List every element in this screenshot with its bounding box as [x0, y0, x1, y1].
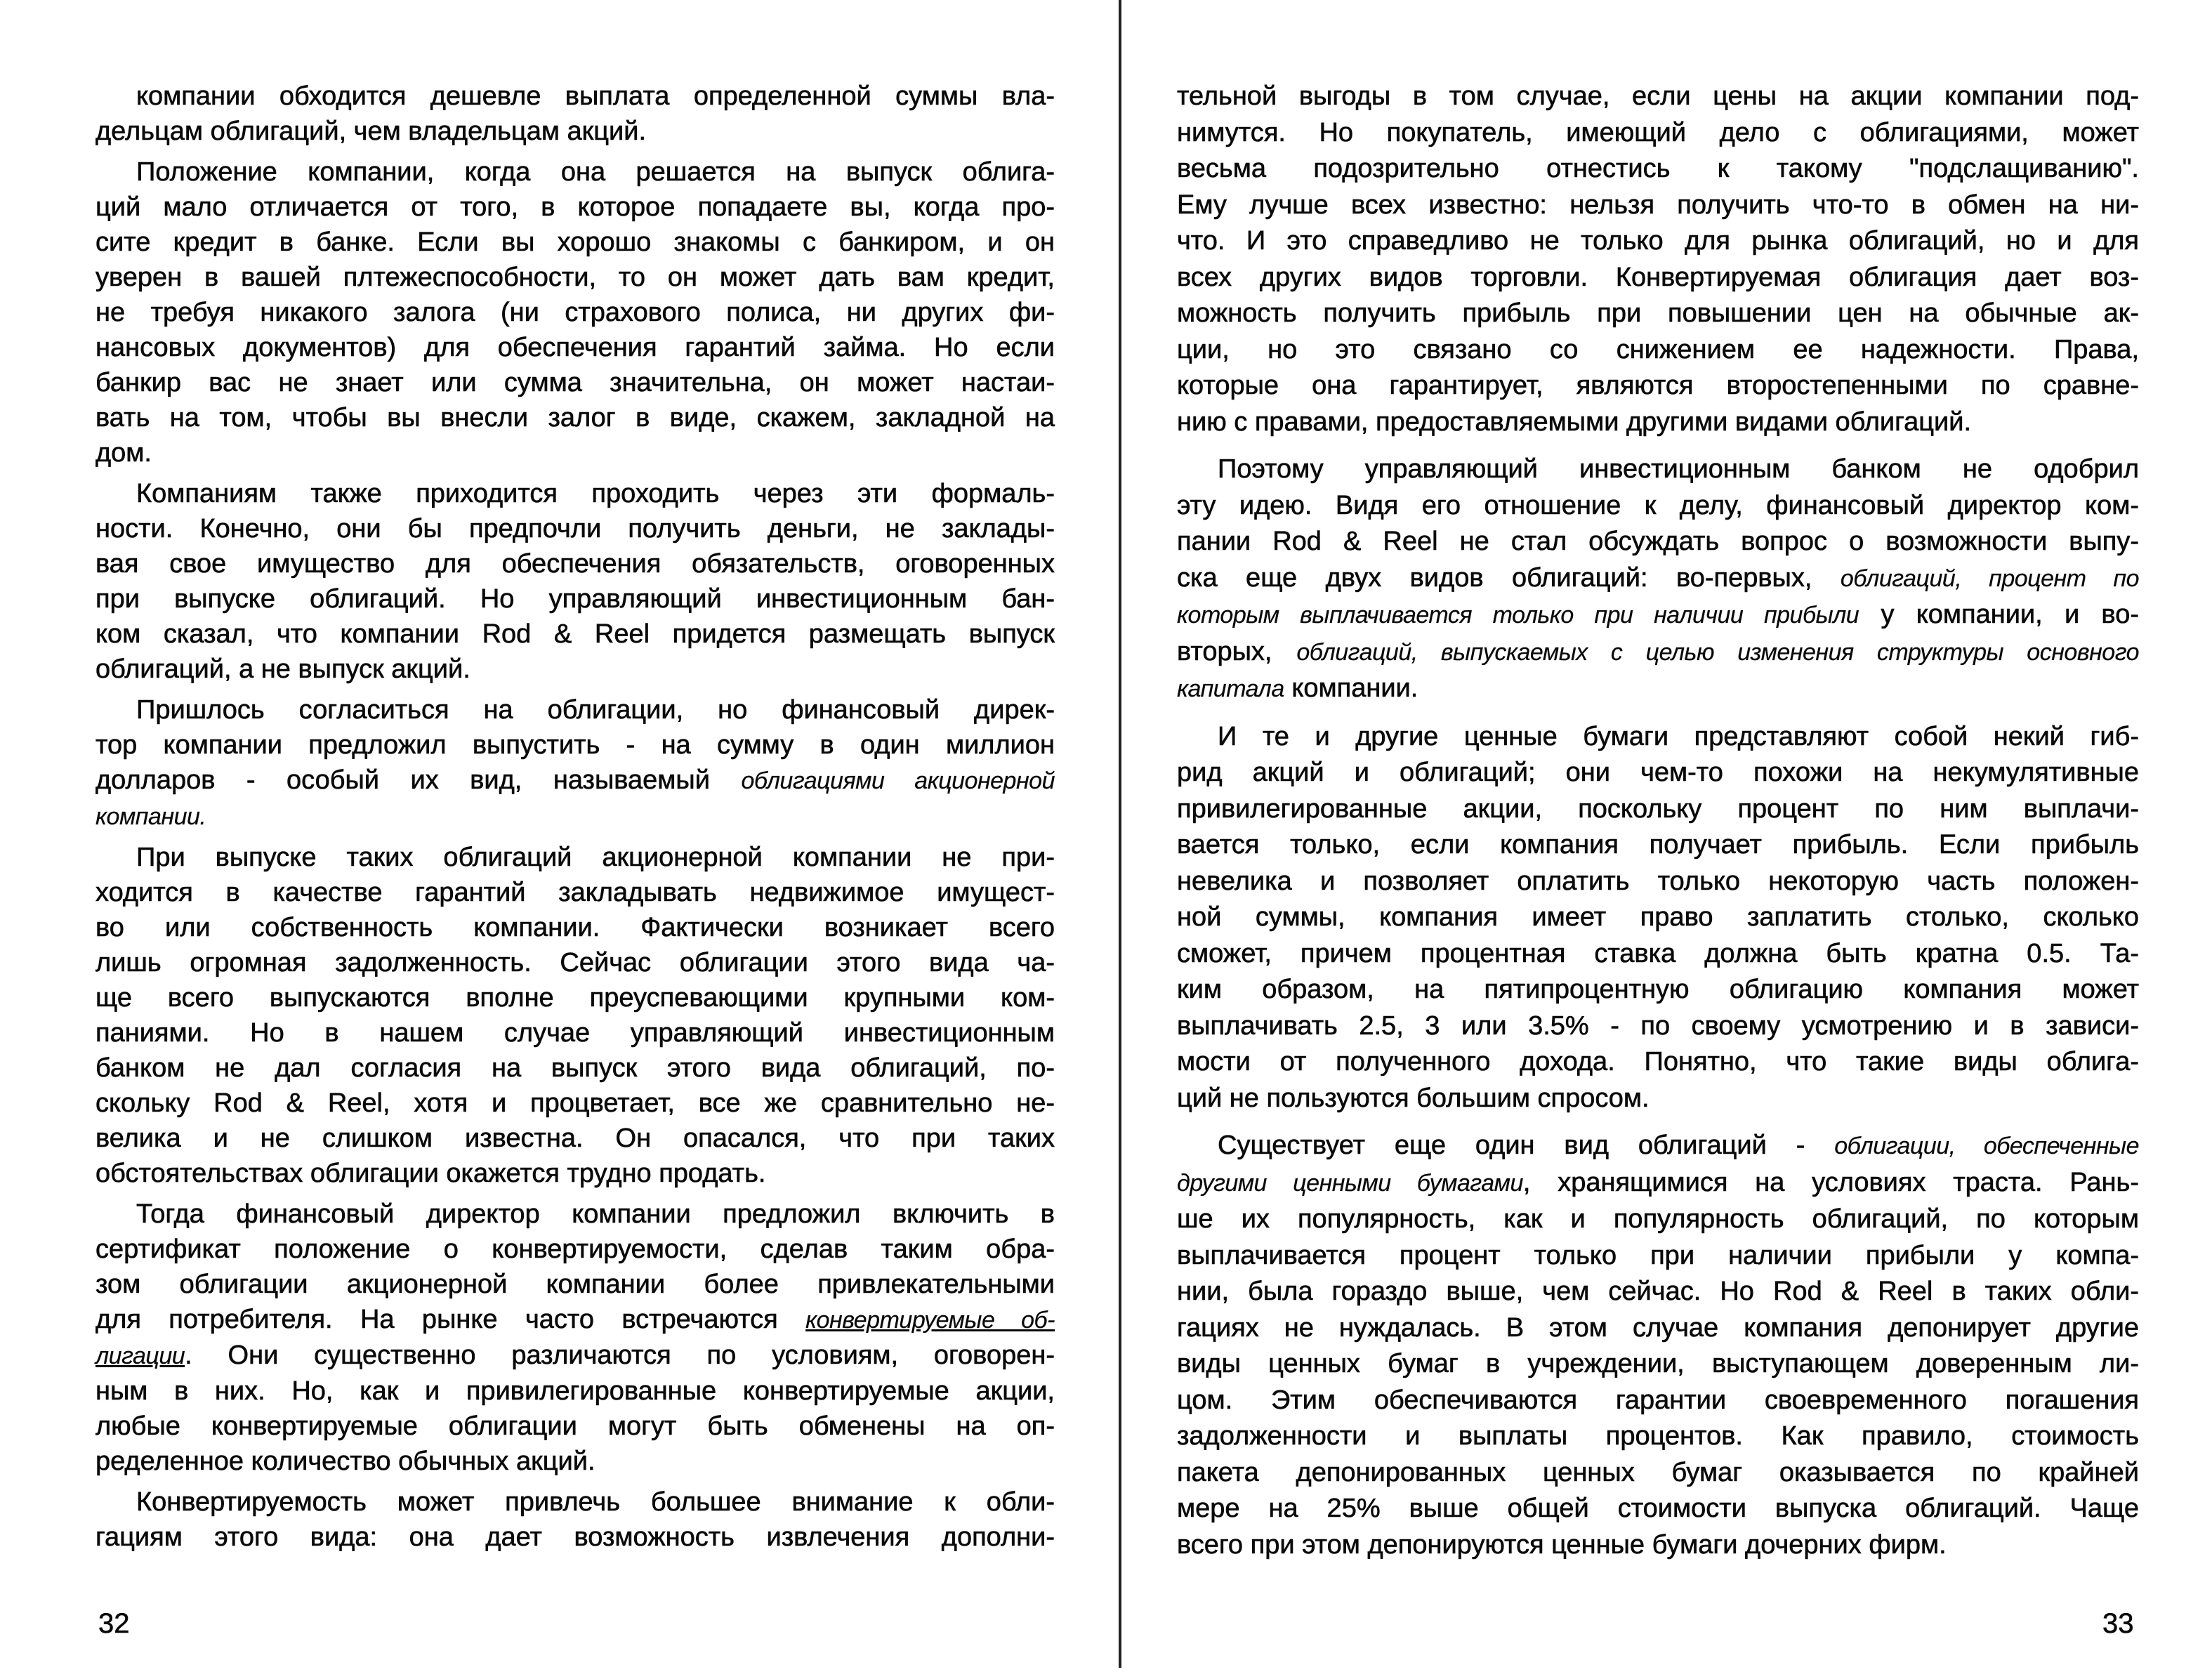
text-line: ции, но это связано со снижением ее надежности. Права, [1177, 334, 2139, 364]
text-segment: компании. [1284, 673, 1418, 703]
text-line: всего при этом депонируются ценные бумаги дочерних фирм. [1177, 1529, 1947, 1560]
text-line: Положение компании, когда она решается на выпуск облига- [136, 157, 1055, 187]
text-line [96, 798, 1055, 834]
text-line: привилегированные акции, поскольку процент по ним выплачи- [1177, 794, 2139, 824]
text-line: ной суммы, компания имеет право заплатить столько, сколько [1177, 902, 2139, 932]
right-page-body [1177, 79, 2139, 1574]
text-line [96, 763, 1055, 798]
text-line [96, 1302, 1055, 1338]
text-line: Конвертируемость может привлечь большее внимание к обли- [136, 1487, 1055, 1517]
text-line: нии, была гораздо выше, чем сейчас. Но Rod & Reel в таких обли- [1177, 1277, 2139, 1306]
paragraph [96, 79, 1055, 149]
text-line: эту идею. Видя его отношение к делу, финансовый директор ком- [1177, 490, 2139, 520]
italic-term: которым выплачивается только при наличии прибыли [1177, 602, 1859, 628]
paragraph [96, 154, 1055, 470]
text-segment: для потребителя. На рынке часто встречаются [96, 1305, 806, 1334]
text-line: ций мало отличается от того, в которое попадаете вы, когда про- [96, 192, 1055, 222]
book-spine-divider [1119, 0, 1121, 1668]
text-line: вая свое имущество для обеспечения обязательств, оговоренных [96, 549, 1055, 579]
italic-term: облигации, обеспеченные [1834, 1133, 2139, 1159]
text-line: Тогда финансовый директор компании предложил включить в [136, 1199, 1055, 1229]
italic-term: капитала [1177, 676, 1284, 702]
italic-term: лигации [96, 1343, 185, 1369]
text-line: ком сказал, что компании Rod & Reel придется размещать выпуск [96, 619, 1055, 649]
text-line: дом. [96, 438, 152, 468]
text-line: Компаниям также приходится проходить через эти формаль- [136, 479, 1055, 508]
text-line: дельцам облигаций, чем владельцам акций. [96, 117, 647, 146]
text-line: которые она гарантирует, являются второстепенными по сравне- [1177, 371, 2139, 400]
text-line: весьма подозрительно отнестись к такому "подслащиванию". [1177, 154, 2139, 183]
text-line: ределенное количество обычных акций. [96, 1447, 595, 1476]
italic-term: другими ценными бумагами [1177, 1169, 1523, 1197]
text-line: не требуя никакого залога (ни страхового полиса, ни других фи- [96, 298, 1055, 327]
text-line: тельной выгоды в том случае, если цены на акции компании под- [1177, 81, 2139, 111]
text-line: нимутся. Но покупатель, имеющий дело с облигациями, может [1177, 117, 2139, 147]
text-line: ким образом, на пятипроцентную облигацию компания может [1177, 975, 2139, 1004]
text-line: обстоятельствах облигации окажется трудно продать. [96, 1159, 766, 1188]
text-line: нию с правами, предоставляемыми другими видами облигаций. [1177, 407, 1972, 437]
text-line: паниями. Но в нашем случае управляющий инвестиционным [96, 1018, 1055, 1048]
text-line: задолженности и выплаты процентов. Как правило, стоимость [1177, 1421, 2139, 1451]
text-line: ности. Конечно, они бы предпочли получить деньги, не заклады- [96, 514, 1055, 544]
italic-term: конвертируемые об- [805, 1307, 1055, 1334]
text-line: что. И это справедливо не только для рынка облигаций, но и для [1177, 226, 2139, 256]
page-number-left: 32 [98, 1608, 130, 1639]
text-line [1177, 1165, 2139, 1202]
text-line: Пришлось согласиться на облигации, но финансовый дирек- [136, 695, 1055, 725]
paragraph [1177, 79, 2139, 440]
text-line: Поэтому управляющий инвестиционным банком не одобрил [1218, 454, 2139, 484]
paragraph [1177, 719, 2139, 1117]
text-segment: вторых, [1177, 636, 1297, 666]
page-number-right: 33 [2102, 1608, 2134, 1639]
text-line: облигаций, а не выпуск акций. [96, 654, 470, 684]
text-line: уверен в вашей плтежеспособности, то он может дать вам кредит, [96, 263, 1055, 292]
text-line [1177, 671, 2139, 708]
text-line: скольку Rod & Reel, хотя и процветает, все же сравнительно не- [96, 1088, 1055, 1118]
text-line: ным в них. Но, как и привилегированные конвертируемые акции, [96, 1376, 1055, 1406]
italic-term: облигаций, процент по [1840, 565, 2139, 592]
text-line [96, 1338, 1055, 1374]
text-line: зом облигации акционерной компании более привлекательными [96, 1270, 1055, 1299]
paragraph [96, 692, 1055, 834]
text-line: любые конвертируемые облигации могут быть обменены на оп- [96, 1411, 1055, 1441]
text-line: лишь огромная задолженность. Сейчас облигации этого вида ча- [96, 948, 1055, 977]
text-line: вается только, если компания получает прибыль. Если прибыль [1177, 830, 2139, 860]
text-segment: ска еще двух видов облигаций: во-первых, [1177, 562, 1841, 593]
text-line [1177, 560, 2139, 598]
text-line: гациям этого вида: она дает возможность извлечения дополни- [96, 1522, 1055, 1552]
text-segment: . Они существенно различаются по условиям, оговорен- [185, 1341, 1055, 1370]
text-line: пании Rod & Reel не стал обсуждать вопрос о возможности выпу- [1177, 527, 2139, 556]
text-line: мости от полученного дохода. Понятно, что такие виды облига- [1177, 1047, 2139, 1077]
text-line: При выпуске таких облигаций акционерной компании не при- [136, 843, 1055, 872]
text-line: велика и не слишком известна. Он опасался, что при таких [96, 1124, 1055, 1153]
text-line: И те и другие ценные бумаги представляют собой некий гиб- [1218, 721, 2139, 751]
text-line: выплачивать 2.5, 3 или 3.5% - по своему усмотрению и в зависи- [1177, 1011, 2139, 1041]
text-line: во или собственность компании. Фактически возникает всего [96, 913, 1055, 942]
paragraph [96, 840, 1055, 1191]
paragraph [1177, 452, 2139, 708]
text-line: пакета депонированных ценных бумаг оказывается по крайней [1177, 1457, 2139, 1487]
text-line: ций не пользуются большим спросом. [1177, 1083, 1650, 1113]
text-line: Ему лучше всех известно: нельзя получить что-то в обмен на ни- [1177, 190, 2139, 220]
left-page-body [96, 79, 1055, 1560]
text-segment: , хранящимися на условиях траста. Рань- [1522, 1167, 2139, 1197]
text-segment: Существует еще один вид облигаций - [1218, 1131, 1835, 1160]
text-line: сможет, причем процентная ставка должна быть кратна 0.5. Та- [1177, 938, 2139, 968]
text-line: мере на 25% выше общей стоимости выпуска облигаций. Чаще [1177, 1494, 2139, 1523]
text-line: компании обходится дешевле выплата определенной суммы вла- [136, 81, 1055, 111]
text-line: невелика и позволяет оплатить только некоторую часть положен- [1177, 866, 2139, 896]
paragraph [96, 1197, 1055, 1479]
text-line: виды ценных бумаг в учреждении, выступающем доверенным ли- [1177, 1349, 2139, 1378]
paragraph [1177, 1128, 2139, 1563]
text-line: банкир вас не знает или сумма значительна, он может настаи- [96, 368, 1055, 397]
text-line: гациях не нуждалась. В этом случае компания депонирует другие [1177, 1312, 2139, 1343]
text-line: можность получить прибыль при повышении цен на обычные ак- [1177, 298, 2139, 328]
text-segment: у компании, и во- [1859, 600, 2139, 629]
paragraph [96, 1485, 1055, 1555]
text-line: тор компании предложил выпустить - на сумму в один миллион [96, 730, 1055, 760]
text-line [1177, 597, 2139, 634]
italic-term: облигациями акционерной [741, 768, 1055, 794]
text-line: ходится в качестве гарантий закладывать недвижимое имущест- [96, 878, 1055, 907]
text-line: цом. Этим обеспечиваются гарантии своевременного погашения [1177, 1385, 2139, 1415]
text-line: всех других видов торговли. Конвертируемая облигация дает воз- [1177, 262, 2139, 292]
text-line: ше их популярность, как и популярность облигаций, по которым [1177, 1204, 2139, 1234]
paragraph [96, 476, 1055, 687]
text-line [1177, 634, 2139, 671]
text-line: при выпуске облигаций. Но управляющий инвестиционным бан- [96, 584, 1055, 614]
text-line [1177, 1128, 2139, 1165]
text-line: рид акций и облигаций; они чем-то похожи на некумулятивные [1177, 758, 2139, 787]
text-line: сертификат положение о конвертируемости, сделав таким обра- [96, 1235, 1055, 1264]
text-line: сите кредит в банке. Если вы хорошо знакомы с банкиром, и он [96, 228, 1055, 257]
text-line: банком не дал согласия на выпуск этого вида облигаций, по- [96, 1053, 1055, 1083]
text-line: нансовых документов) для обеспечения гарантий займа. Но если [96, 333, 1055, 362]
text-line: выплачивается процент только при наличии прибыли у компа- [1177, 1240, 2139, 1270]
italic-term: компании. [96, 803, 206, 830]
text-segment: долларов - особый их вид, называемый [96, 765, 742, 795]
italic-term: облигаций, выпускаемых с целью изменения структуры основного [1296, 638, 2139, 666]
text-line: вать на том, чтобы вы внесли залог в виде, скажем, закладной на [96, 403, 1055, 433]
text-line: ще всего выпускаются вполне преуспевающими крупными ком- [96, 983, 1055, 1013]
